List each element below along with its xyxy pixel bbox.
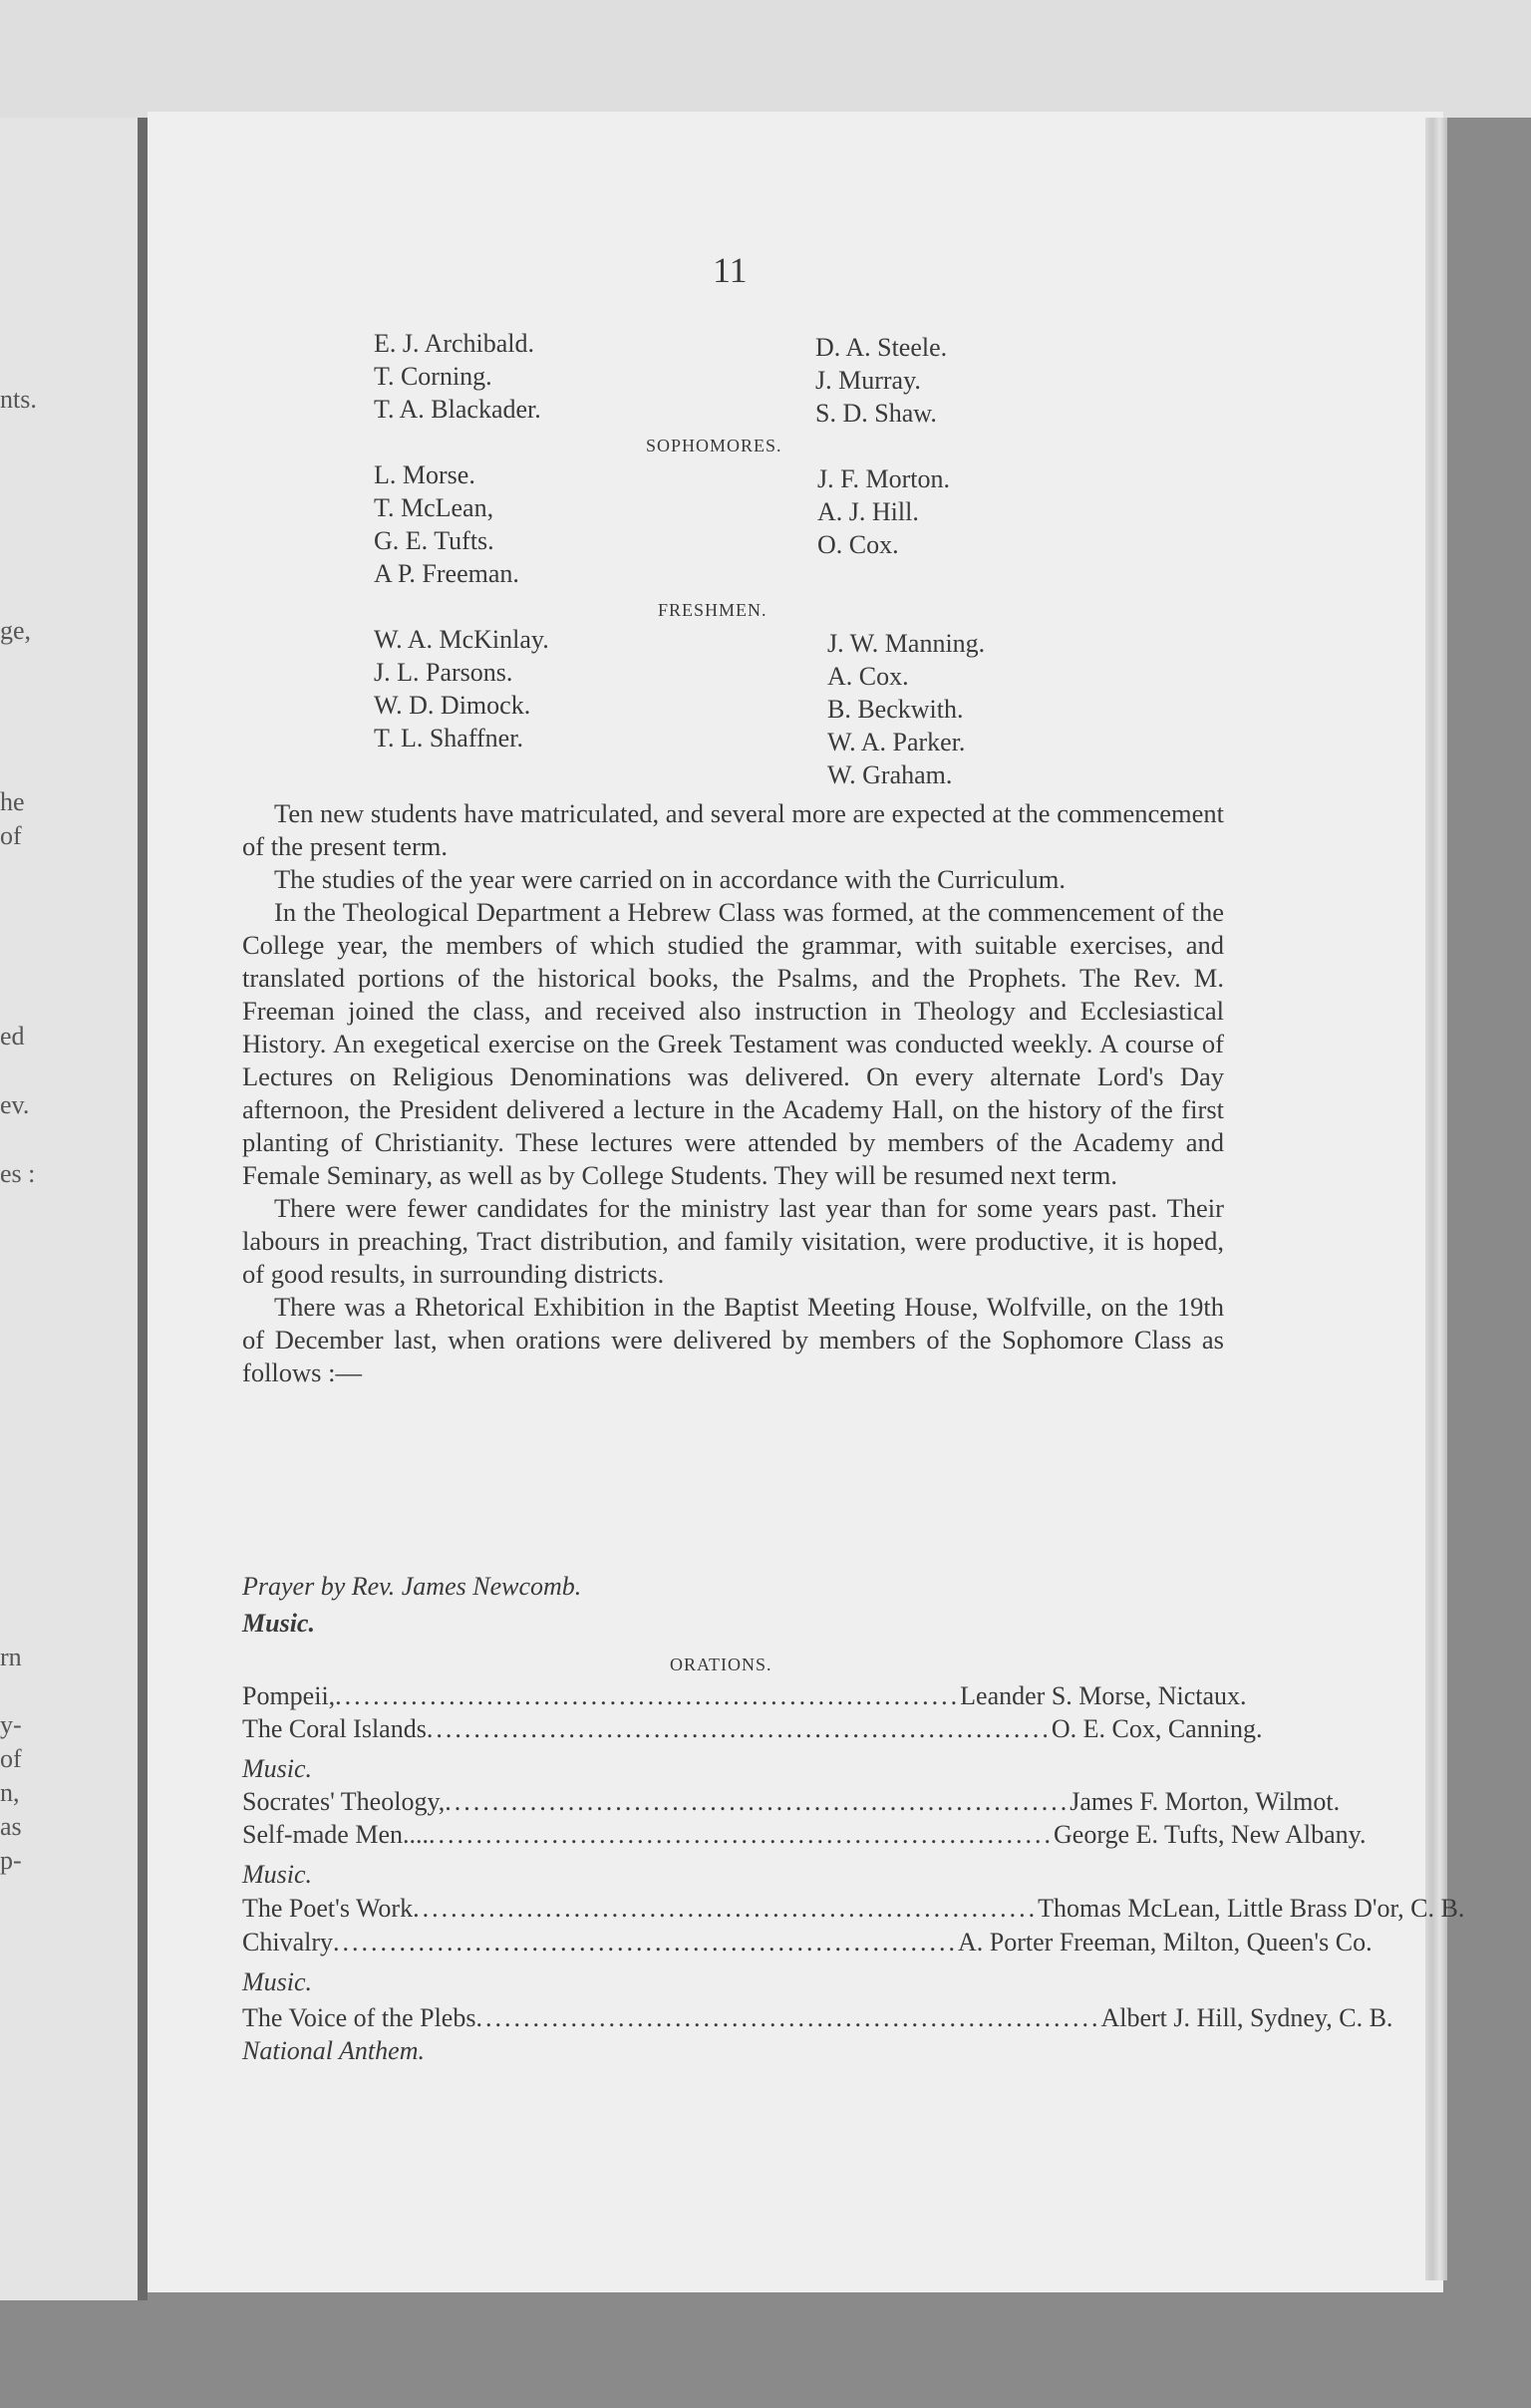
freshmen-left: [374, 623, 549, 754]
name-entry: G. E. Tufts.: [374, 526, 494, 555]
name-entry: S. D. Shaw.: [815, 399, 937, 428]
left-fragment: he: [0, 787, 25, 816]
oration-entry: [242, 1928, 1373, 1957]
book-gutter: [138, 118, 148, 2300]
left-fragment: ev.: [0, 1090, 30, 1119]
name-entry: D. A. Steele.: [815, 333, 948, 362]
leader-dots: ..................................................................: [429, 1820, 1055, 1849]
oration-speaker: Thomas McLean, Little Brass D'or, C. B.: [1038, 1894, 1465, 1923]
oration-title: The Voice of the Plebs: [242, 2003, 476, 2032]
sophomores-left: [374, 458, 519, 590]
name-list-right-top: [815, 331, 947, 430]
oration-speaker: Leander S. Morse, Nictaux.: [960, 1681, 1247, 1710]
music-line: Music.: [242, 1754, 313, 1783]
leader-dots: ..................................................................: [426, 1714, 1052, 1743]
leader-dots: ..................................................................: [475, 2003, 1101, 2032]
name-entry: L. Morse.: [374, 460, 475, 489]
paragraph: There was a Rhetorical Exhibition in the Baptist Meeting House, Wolfville, on the 19th of December last, when orations were delivered by members of the Sophomore Class as follows :—: [242, 1292, 1224, 1387]
freshmen-heading: FRESHMEN.: [658, 600, 767, 620]
name-entry: W. A. Parker.: [827, 728, 966, 756]
body-text: [242, 797, 1224, 1389]
leader-dots: ..................................................................: [445, 1787, 1071, 1816]
left-fragment: as: [0, 1812, 22, 1841]
prayer-line: Prayer by Rev. James Newcomb.: [242, 1572, 582, 1601]
oration-speaker: James F. Morton, Wilmot.: [1070, 1787, 1341, 1816]
name-entry: O. Cox.: [817, 530, 899, 559]
name-entry: J. Murray.: [815, 366, 921, 395]
oration-entry: [242, 1714, 1263, 1744]
left-fragment: y-: [0, 1710, 22, 1739]
leader-dots: ..................................................................: [413, 1894, 1039, 1923]
oration-entry: [242, 2003, 1393, 2033]
oration-title: Socrates' Theology,: [242, 1787, 446, 1816]
name-entry: E. J. Archibald.: [374, 329, 535, 358]
name-entry: A. J. Hill.: [817, 497, 919, 526]
oration-entry: [242, 1894, 1465, 1924]
oration-title: Pompeii,: [242, 1681, 336, 1710]
sophomores-right: [817, 462, 950, 561]
name-entry: A. Cox.: [827, 662, 909, 691]
oration-title: Self-made Men....: [242, 1820, 430, 1849]
oration-title: The Coral Islands: [242, 1714, 427, 1743]
oration-entry: [242, 1820, 1367, 1850]
oration-speaker: A. Porter Freeman, Milton, Queen's Co.: [958, 1928, 1373, 1956]
freshmen-right: [827, 627, 985, 791]
sophomores-heading: SOPHOMORES.: [646, 436, 782, 455]
left-fragment: rn: [0, 1643, 22, 1671]
national-anthem-line: National Anthem.: [242, 2036, 425, 2065]
name-list-left-top: [374, 327, 541, 426]
name-entry: T. Corning.: [374, 362, 492, 391]
name-entry: T. McLean,: [374, 493, 494, 522]
name-entry: W. D. Dimock.: [374, 691, 531, 720]
left-fragment: ed: [0, 1022, 25, 1051]
name-entry: J. L. Parsons.: [374, 658, 513, 687]
oration-entry: [242, 1681, 1247, 1711]
left-page-edge: [0, 118, 138, 2300]
oration-entry: [242, 1787, 1341, 1817]
paragraph: The studies of the year were carried on in accordance with the Curriculum.: [274, 864, 1066, 894]
leader-dots: ..................................................................: [333, 1928, 958, 1956]
left-fragment: of: [0, 821, 22, 850]
oration-title: The Poet's Work: [242, 1894, 414, 1923]
music-line: Music.: [242, 1609, 315, 1638]
name-entry: J. F. Morton.: [817, 464, 950, 493]
oration-speaker: George E. Tufts, New Albany.: [1054, 1820, 1367, 1849]
orations-heading: ORATIONS.: [670, 1655, 772, 1674]
name-entry: J. W. Manning.: [827, 629, 986, 658]
left-fragment: p-: [0, 1846, 22, 1875]
left-fragment: n,: [0, 1778, 20, 1807]
name-entry: W. A. McKinlay.: [374, 625, 549, 654]
name-entry: T. A. Blackader.: [374, 395, 541, 424]
name-entry: W. Graham.: [827, 760, 953, 789]
left-fragment: nts.: [0, 385, 37, 414]
left-fragment: of: [0, 1744, 22, 1773]
scan-background-top: [0, 0, 1531, 118]
paragraph: In the Theological Department a Hebrew Class was formed, at the commencement of the College year, the members of which studied the grammar, with suitable exercises, and translated portions of the historical books, the Psalms, and the Prophets. The Rev. M. Freeman joined the class, and received also instruction in Theology and Ecclesiastical History. An exegetical exercise on the Greek Testament was conducted weekly. A course of Lectures on Religious Denominations was delivered. On every alternate Lord's Day afternoon, the President delivered a lecture in the Academy Hall, on the history of the first planting of Christianity. These lectures were attended by members of the Academy and Female Seminary, as well as by College Students. They will be resumed next term.: [242, 897, 1224, 1190]
name-entry: A P. Freeman.: [374, 559, 519, 588]
leader-dots: ..................................................................: [335, 1681, 961, 1710]
name-entry: B. Beckwith.: [827, 695, 964, 724]
music-line: Music.: [242, 1860, 313, 1889]
paragraph: Ten new students have matriculated, and several more are expected at the commencement of the present term.: [242, 798, 1224, 861]
page-stack-edge: [1425, 118, 1447, 2280]
name-entry: T. L. Shaffner.: [374, 724, 523, 752]
paragraph: There were fewer candidates for the ministry last year than for some years past. Their labours in preaching, Tract distribution, and family visitation, were productive, it is hoped, of good results, in surrounding districts.: [242, 1193, 1224, 1289]
page-number: 11: [713, 250, 748, 290]
oration-title: Chivalry: [242, 1928, 333, 1956]
music-line: Music.: [242, 1967, 313, 1996]
oration-speaker: O. E. Cox, Canning.: [1051, 1714, 1263, 1743]
oration-speaker: Albert J. Hill, Sydney, C. B.: [1100, 2003, 1393, 2032]
left-fragment: ge,: [0, 616, 32, 645]
left-fragment: es :: [0, 1159, 36, 1188]
